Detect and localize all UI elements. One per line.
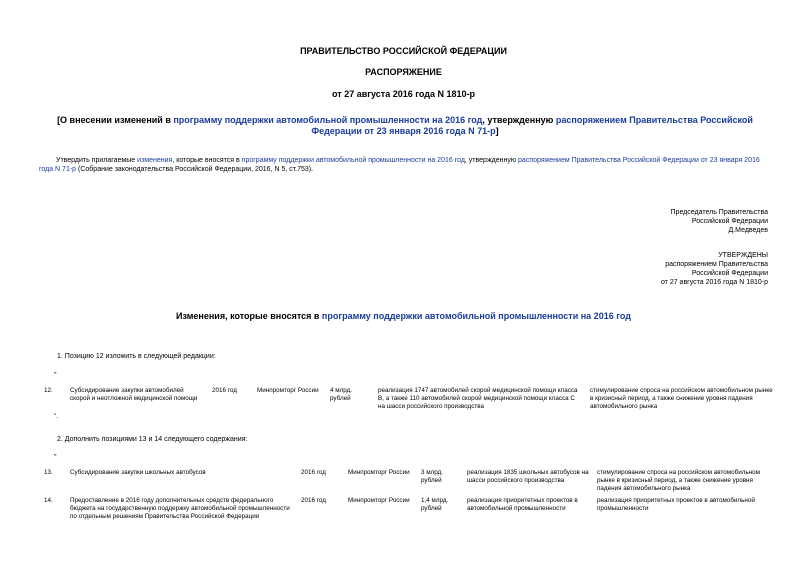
- subject-mid: , утвержденную: [482, 115, 556, 125]
- row12-number: 12.: [44, 387, 53, 394]
- body-text-2: , которые вносятся в: [172, 157, 242, 164]
- changes-title-prefix: Изменения, которые вносятся в: [176, 311, 322, 321]
- row12-amount: 4 млрд. рублей: [330, 387, 353, 403]
- signature-name: Д.Медведев: [728, 227, 768, 234]
- row14-amount: 1,4 млрд. рублей: [421, 497, 449, 513]
- signature-title: Председатель Правительства: [670, 209, 768, 216]
- row14-result: реализация приоритетных проектов в автомобильной промышленности: [467, 497, 578, 513]
- body-text-4: (Собрание законодательства Российской Федерации, 2016, N 5, ст.753).: [76, 166, 314, 173]
- item1-close-quote: ".: [54, 413, 58, 420]
- subject-prefix: [О внесении изменений в: [57, 115, 174, 125]
- row12-goal: стимулирование спроса на российском автомобильном рынке в кризисный период, а также снижение уровня падения автомобильного рынка: [590, 387, 773, 411]
- row14-measure: Предоставление в 2016 году дополнительных средств федерального бюджета на государственную поддержку автомобильной промышленности по отдельным решениям Правительства Российской Федерации: [70, 497, 290, 521]
- item2-intro: 2. Дополнить позициями 13 и 14 следующего содержания:: [57, 436, 248, 443]
- signature-country: Российской Федерации: [691, 218, 768, 225]
- row12-result: реализация 1747 автомобилей скорой медицинской помощи класса В, а также 110 автомобилей скорой медицинской помощи класса С на шасси российского производства: [378, 387, 578, 411]
- row13-ministry: Минпромторг России: [348, 469, 410, 476]
- row14-year: 2016 год: [301, 497, 326, 504]
- document-date-number: от 27 августа 2016 года N 1810-р: [332, 89, 475, 99]
- approval-block: [661, 251, 768, 287]
- body-text-3: , утвержденную: [464, 157, 519, 164]
- changes-link[interactable]: изменения: [137, 157, 173, 164]
- subject-program-link[interactable]: программу поддержки автомобильной промышленности на 2016 год: [173, 115, 483, 125]
- row13-amount: 3 млрд. рублей: [421, 469, 444, 485]
- changes-title: [0, 311, 807, 322]
- order-link[interactable]: распоряжением Правительства Российской Федерации от 23 января 2016 года N 71-р: [39, 157, 760, 173]
- item1-intro: 1. Позицию 12 изложить в следующей редакции:: [57, 353, 216, 360]
- signature-block: [671, 208, 768, 235]
- row12-year: 2016 год: [212, 387, 237, 394]
- item2-open-quote: ": [54, 454, 57, 461]
- approval-line-2: распоряжением Правительства: [665, 261, 768, 268]
- document-type-heading: РАСПОРЯЖЕНИЕ: [365, 67, 442, 77]
- row13-goal: стимулирование спроса на российском автомобильном рынке в кризисный период, а также снижение уровня падения автомобильного рынка: [597, 469, 761, 493]
- body-text-1: Утвердить прилагаемые: [56, 157, 138, 164]
- changes-title-program-link[interactable]: программу поддержки автомобильной промышленности на 2016 год: [321, 311, 631, 321]
- approval-heading: УТВЕРЖДЕНЫ: [718, 252, 768, 259]
- subject-suffix: ]: [495, 126, 499, 136]
- row12-measure: Субсидирование закупки автомобилей скорой и неотложной медицинской помощи: [70, 387, 198, 403]
- approval-line-4: от 27 августа 2016 года N 1810-р: [660, 279, 768, 286]
- row14-ministry: Минпромторг России: [348, 497, 410, 504]
- row13-measure: Субсидирование закупки школьных автобусов: [70, 469, 206, 476]
- document-subject: [55, 115, 755, 137]
- government-heading: ПРАВИТЕЛЬСТВО РОССИЙСКОЙ ФЕДЕРАЦИИ: [300, 46, 507, 56]
- approval-line-3: Российской Федерации: [691, 270, 768, 277]
- row14-goal: реализация приоритетных проектов в автомобильной промышленности: [597, 497, 755, 513]
- body-paragraph: [39, 156, 769, 174]
- subject-order-link[interactable]: распоряжением Правительства Российской Федерации от 23 января 2016 года N 71-р: [311, 115, 753, 136]
- row13-result: реализация 1835 школьных автобусов на шасси российского производства: [467, 469, 589, 485]
- row13-year: 2016 год: [301, 469, 326, 476]
- row13-number: 13.: [44, 469, 53, 476]
- row12-ministry: Минпромторг России: [257, 387, 319, 394]
- row14-number: 14.: [44, 497, 53, 504]
- item1-open-quote: ": [54, 372, 57, 379]
- program-link[interactable]: программу поддержки автомобильной промышленности на 2016 год: [241, 157, 465, 164]
